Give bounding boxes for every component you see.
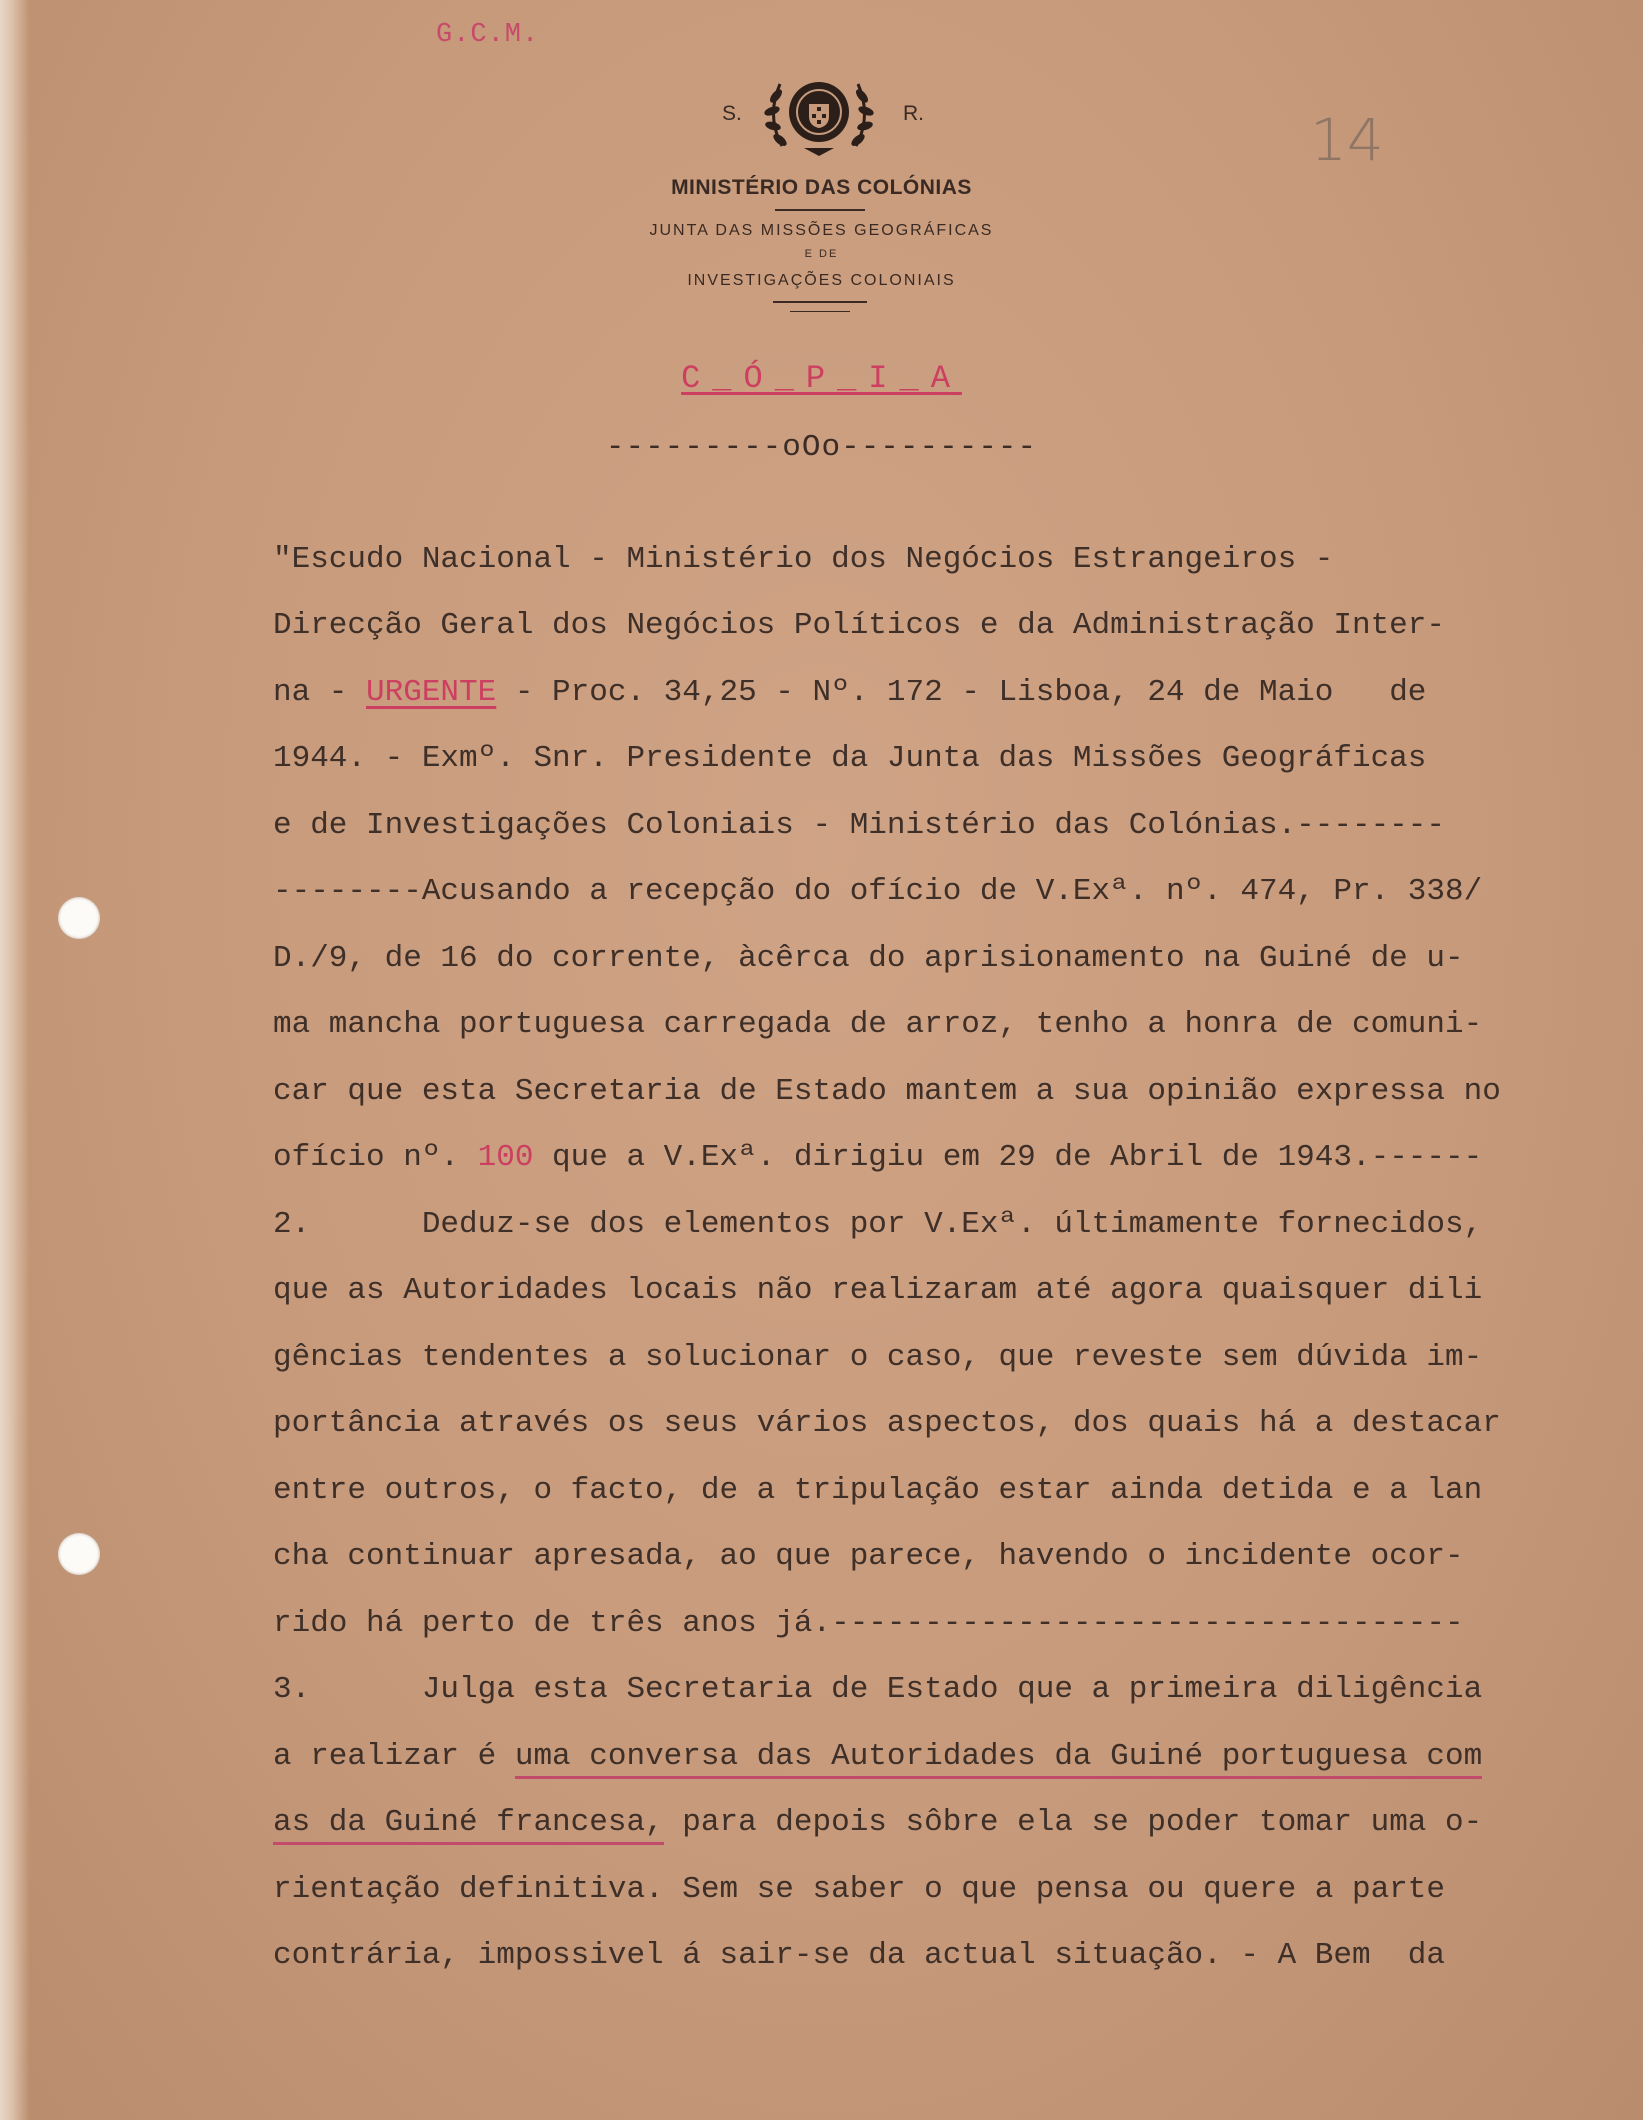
text-line: portância através os seus vários aspectos, dos quais há a destacar xyxy=(273,1406,1501,1441)
junta-line-2: E DE xyxy=(804,248,839,260)
text-line: gências tendentes a solucionar o caso, que reveste sem dúvida im- xyxy=(273,1340,1483,1375)
text-line: e de Investigações Coloniais - Ministério das Colónias.-------- xyxy=(273,808,1445,843)
text-line: entre outros, o facto, de a tripulação estar ainda detida e a lan xyxy=(273,1473,1483,1508)
initials-stamp: G.C.M. xyxy=(436,20,540,50)
junta-line-3: INVESTIGAÇÕES COLONIAIS xyxy=(687,272,956,289)
letterhead-right-letter: R. xyxy=(903,102,924,125)
text-line: as da Guiné francesa, para depois sôbre ela se poder tomar uma o- xyxy=(273,1803,1482,1843)
text-line: rido há perto de três anos já.---------------------------------- xyxy=(273,1606,1464,1641)
ministry-heading: MINISTÉRIO DAS COLÓNIAS xyxy=(671,176,972,199)
urgent-mark: URGENTE xyxy=(366,675,497,710)
text-line: a realizar é uma conversa das Autoridades da Guiné portuguesa com xyxy=(273,1737,1482,1777)
highlighted-text: as da Guiné francesa, xyxy=(273,1805,664,1845)
punch-hole xyxy=(58,897,100,939)
red-number: 100 xyxy=(477,1140,534,1175)
text-line: "Escudo Nacional - Ministério dos Negócios Estrangeiros - xyxy=(273,542,1334,577)
text-line: Direcção Geral dos Negócios Políticos e da Administração Inter- xyxy=(273,608,1445,643)
text-line: 1944. - Exmº. Snr. Presidente da Junta das Missões Geográficas xyxy=(273,741,1427,776)
divider xyxy=(773,301,867,303)
text-line: ma mancha portuguesa carregada de arroz, tenho a honra de comuni- xyxy=(273,1007,1483,1042)
separator-line: ---------oOo---------- xyxy=(605,430,1038,465)
punch-hole xyxy=(58,1533,100,1575)
text-line: 3. Julga esta Secretaria de Estado que a primeira diligência xyxy=(273,1672,1483,1707)
pencil-page-number: 14 xyxy=(1310,106,1384,174)
text-line: ofício nº. 100 que a V.Exª. dirigiu em 29 de Abril de 1943.------ xyxy=(273,1140,1483,1175)
junta-line-1: JUNTA DAS MISSÕES GEOGRÁFICAS xyxy=(649,222,994,239)
text-line: contrária, impossivel á sair-se da actual situação. - A Bem da xyxy=(273,1938,1445,1973)
divider xyxy=(790,311,850,312)
text-line: D./9, de 16 do corrente, àcêrca do aprisionamento na Guiné de u- xyxy=(273,941,1464,976)
paper-edge xyxy=(0,0,30,2120)
highlighted-text: uma conversa das Autoridades da Guiné portuguesa com xyxy=(515,1739,1482,1779)
copy-title: C_Ó_P_I_A xyxy=(681,360,962,397)
divider xyxy=(775,209,865,211)
text-line: na - URGENTE - Proc. 34,25 - Nº. 172 - Lisboa, 24 de Maio de xyxy=(273,675,1427,710)
text-line: que as Autoridades locais não realizaram até agora quaisquer dili xyxy=(273,1273,1483,1308)
text-line: --------Acusando a recepção do ofício de V.Exª. nº. 474, Pr. 338/ xyxy=(273,874,1483,909)
text-line: 2. Deduz-se dos elementos por V.Exª. últimamente fornecidos, xyxy=(273,1207,1483,1242)
text-line: cha continuar apresada, ao que parece, havendo o incidente ocor- xyxy=(273,1539,1464,1574)
coat-of-arms-icon xyxy=(762,66,876,162)
text-line: rientação definitiva. Sem se saber o que pensa ou quere a parte xyxy=(273,1872,1445,1907)
text-line: car que esta Secretaria de Estado mantem a sua opinião expressa no xyxy=(273,1074,1501,1109)
letterhead-left-letter: S. xyxy=(722,102,742,125)
